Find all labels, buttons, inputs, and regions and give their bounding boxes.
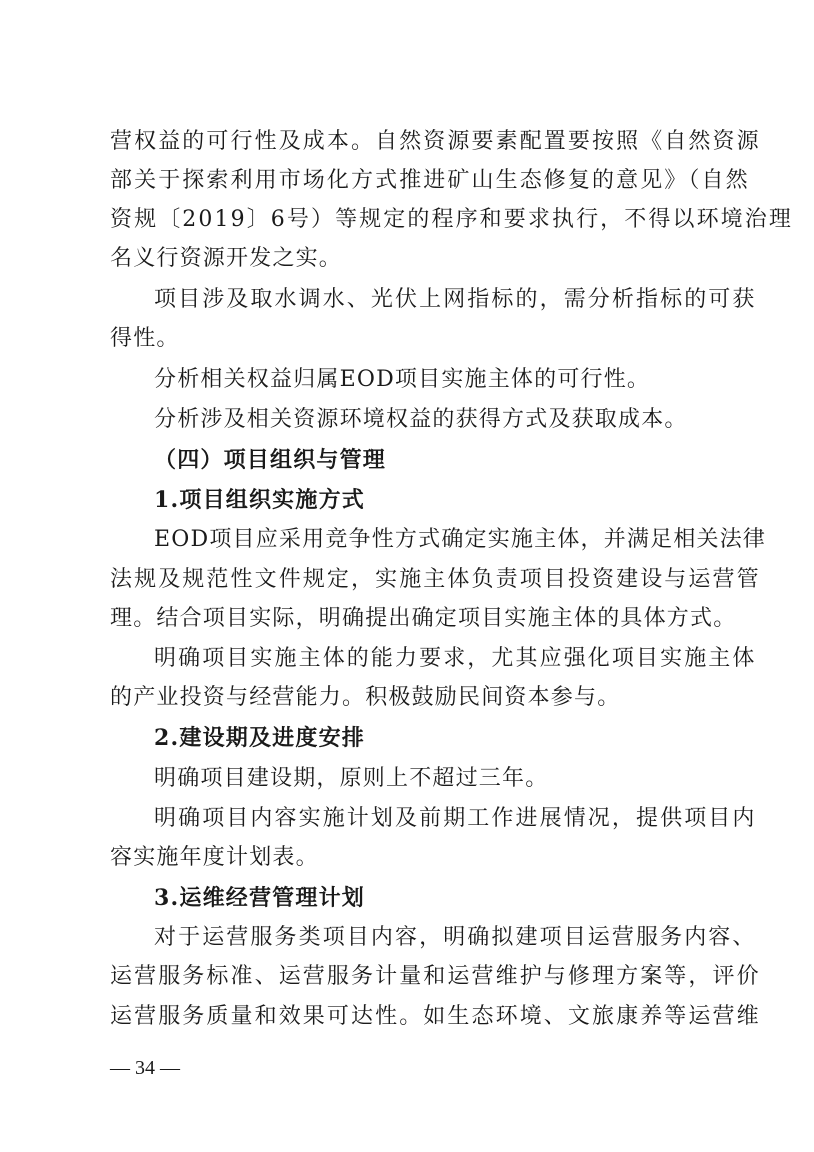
paragraph-line: 项目涉及取水调水、光伏上网指标的，需分析指标的可获 [154, 287, 757, 312]
paragraph-line: 的产业投资与经营能力。积极鼓励民间资本参与。 [110, 685, 621, 710]
paragraph-line: 明确项目建设期，原则上不超过三年。 [154, 766, 549, 791]
paragraph-line: EOD项目应采用竞争性方式确定实施主体，并满足相关法律 [154, 527, 767, 552]
paragraph-line: 理。结合项目实际，明确提出确定项目实施主体的具体方式。 [110, 606, 737, 631]
page-number: — 34 — [110, 1057, 180, 1079]
paragraph-line: 容实施年度计划表。 [110, 845, 319, 870]
paragraph-line: 法规及规范性文件规定，实施主体负责项目投资建设与运营管 [110, 567, 761, 592]
subsection-heading: 2.建设期及进度安排 [154, 725, 365, 751]
section-heading: （四）项目组织与管理 [154, 447, 387, 473]
paragraph-line: 明确项目内容实施计划及前期工作进展情况，提供项目内 [154, 806, 757, 831]
paragraph-line: 分析相关权益归属EOD项目实施主体的可行性。 [154, 367, 651, 392]
paragraph-line: 对于运营服务类项目内容，明确拟建项目运营服务内容、 [154, 925, 757, 950]
paragraph-line: 明确项目实施主体的能力要求，尤其应强化项目实施主体 [154, 646, 757, 671]
paragraph-line: 营权益的可行性及成本。自然资源要素配置要按照《自然资源 [110, 129, 761, 154]
paragraph-line: 运营服务标准、运营服务计量和运营维护与修理方案等，评价 [110, 964, 761, 989]
paragraph-line: 运营服务质量和效果可达性。如生态环境、文旅康养等运营维 [110, 1004, 761, 1029]
paragraph-line: 得性。 [110, 326, 180, 351]
subsection-heading: 3.运维经营管理计划 [154, 885, 365, 911]
paragraph-line: 部关于探索利用市场化方式推进矿山生态修复的意见》（自然 [110, 168, 750, 193]
paragraph-line: 分析涉及相关资源环境权益的获得方式及获取成本。 [154, 407, 688, 432]
paragraph-line: 资规〔2019〕6号）等规定的程序和要求执行，不得以环境治理 [110, 207, 793, 232]
paragraph-line: 名义行资源开发之实。 [110, 246, 343, 271]
subsection-heading: 1.项目组织实施方式 [154, 487, 365, 513]
